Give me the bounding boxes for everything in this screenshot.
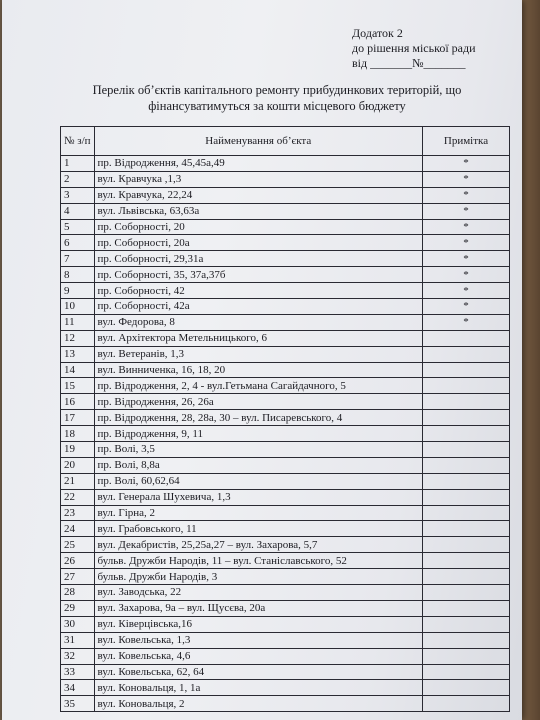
row-number: 29 xyxy=(61,600,95,616)
table-row xyxy=(61,442,510,458)
row-object-name: вул. Ветеранів, 1,3 xyxy=(94,346,422,362)
table-row xyxy=(61,553,510,569)
table-row xyxy=(61,267,510,283)
table-row xyxy=(61,251,510,267)
row-note xyxy=(423,457,510,473)
row-object-name: вул. Декабристів, 25,25а,27 – вул. Захарова, 5,7 xyxy=(94,537,422,553)
row-object-name: вул. Коновальця, 2 xyxy=(94,696,422,712)
row-object-name: пр. Соборності, 20а xyxy=(94,235,422,251)
row-object-name: пр. Відродження, 28, 28а, 30 – вул. Писаревського, 4 xyxy=(94,410,422,426)
row-object-name: вул. Заводська, 22 xyxy=(94,585,422,601)
row-note xyxy=(423,330,510,346)
row-number: 3 xyxy=(61,187,95,203)
row-note xyxy=(423,473,510,489)
row-number: 26 xyxy=(61,553,95,569)
row-object-name: пр. Соборності, 29,31а xyxy=(94,251,422,267)
row-note: * xyxy=(423,283,510,299)
row-number: 6 xyxy=(61,235,95,251)
table-row xyxy=(61,187,510,203)
row-number: 18 xyxy=(61,426,95,442)
row-note: * xyxy=(423,203,510,219)
row-number: 2 xyxy=(61,171,95,187)
row-object-name: вул. Винниченка, 16, 18, 20 xyxy=(94,362,422,378)
row-object-name: вул. Ковельська, 4,6 xyxy=(94,648,422,664)
row-number: 13 xyxy=(61,346,95,362)
row-number: 14 xyxy=(61,362,95,378)
row-note xyxy=(423,378,510,394)
row-object-name: бульв. Дружби Народів, 11 – вул. Станіславського, 52 xyxy=(94,553,422,569)
table-row xyxy=(61,600,510,616)
row-number: 23 xyxy=(61,505,95,521)
row-object-name: вул. Грабовського, 11 xyxy=(94,521,422,537)
table-row xyxy=(61,283,510,299)
row-note: * xyxy=(423,219,510,235)
appendix-date-number: від _______№_______ xyxy=(352,56,466,70)
row-object-name: пр. Волі, 8,8а xyxy=(94,457,422,473)
row-note xyxy=(423,410,510,426)
row-note xyxy=(423,505,510,521)
row-number: 33 xyxy=(61,664,95,680)
table-row xyxy=(61,537,510,553)
row-note xyxy=(423,569,510,585)
row-note xyxy=(423,648,510,664)
appendix-header xyxy=(352,26,476,71)
row-object-name: пр. Соборності, 35, 37а,37б xyxy=(94,267,422,283)
row-note xyxy=(423,600,510,616)
row-note: * xyxy=(423,171,510,187)
row-note xyxy=(423,537,510,553)
table-row xyxy=(61,362,510,378)
row-note xyxy=(423,696,510,712)
row-number: 35 xyxy=(61,696,95,712)
table-row xyxy=(61,569,510,585)
row-note xyxy=(423,426,510,442)
row-number: 32 xyxy=(61,648,95,664)
title-line-1: Перелік об’єктів капітального ремонту прибудинкових територій, що xyxy=(92,83,462,97)
table-header-row xyxy=(61,127,510,156)
row-note: * xyxy=(423,314,510,330)
row-note: * xyxy=(423,187,510,203)
row-object-name: вул. Ківерцівська,16 xyxy=(94,616,422,632)
table-row xyxy=(61,203,510,219)
table-row xyxy=(61,680,510,696)
row-note: * xyxy=(423,299,510,315)
row-object-name: вул. Ковельська, 1,3 xyxy=(94,632,422,648)
row-object-name: пр. Відродження, 2, 4 - вул.Гетьмана Сагайдачного, 5 xyxy=(94,378,422,394)
row-object-name: пр. Відродження, 9, 11 xyxy=(94,426,422,442)
row-note xyxy=(423,664,510,680)
row-number: 27 xyxy=(61,569,95,585)
row-object-name: бульв. Дружби Народів, 3 xyxy=(94,569,422,585)
row-object-name: вул. Кравчука, 22,24 xyxy=(94,187,422,203)
table-row xyxy=(61,664,510,680)
table-row xyxy=(61,299,510,315)
row-object-name: пр. Волі, 60,62,64 xyxy=(94,473,422,489)
table-row xyxy=(61,346,510,362)
appendix-label: Додаток 2 xyxy=(352,26,403,40)
row-number: 1 xyxy=(61,156,95,172)
table-row xyxy=(61,171,510,187)
row-object-name: пр. Соборності, 42 xyxy=(94,283,422,299)
row-number: 8 xyxy=(61,267,95,283)
row-note xyxy=(423,394,510,410)
row-note: * xyxy=(423,251,510,267)
row-note xyxy=(423,362,510,378)
row-object-name: вул. Львівська, 63,63а xyxy=(94,203,422,219)
row-object-name: вул. Коновальця, 1, 1а xyxy=(94,680,422,696)
row-number: 11 xyxy=(61,314,95,330)
row-number: 5 xyxy=(61,219,95,235)
table-row xyxy=(61,632,510,648)
header-num: № з/п xyxy=(61,127,95,156)
row-object-name: вул. Гірна, 2 xyxy=(94,505,422,521)
table-row xyxy=(61,156,510,172)
table-row xyxy=(61,314,510,330)
row-object-name: вул. Генерала Шухевича, 1,3 xyxy=(94,489,422,505)
row-object-name: вул. Федорова, 8 xyxy=(94,314,422,330)
row-note xyxy=(423,616,510,632)
row-number: 15 xyxy=(61,378,95,394)
row-object-name: вул. Архітектора Метельницького, 6 xyxy=(94,330,422,346)
table-row xyxy=(61,426,510,442)
row-number: 16 xyxy=(61,394,95,410)
table-row xyxy=(61,235,510,251)
row-note xyxy=(423,346,510,362)
row-object-name: вул. Захарова, 9а – вул. Щусєва, 20а xyxy=(94,600,422,616)
row-note xyxy=(423,489,510,505)
row-object-name: пр. Відродження, 45,45а,49 xyxy=(94,156,422,172)
table-row xyxy=(61,330,510,346)
row-number: 20 xyxy=(61,457,95,473)
table-body xyxy=(61,156,510,712)
table-row xyxy=(61,219,510,235)
row-note: * xyxy=(423,235,510,251)
row-note xyxy=(423,632,510,648)
row-object-name: пр. Відродження, 26, 26а xyxy=(94,394,422,410)
table-row xyxy=(61,378,510,394)
row-number: 19 xyxy=(61,442,95,458)
row-note xyxy=(423,553,510,569)
row-number: 22 xyxy=(61,489,95,505)
table-row xyxy=(61,473,510,489)
table-row xyxy=(61,521,510,537)
row-number: 31 xyxy=(61,632,95,648)
row-number: 30 xyxy=(61,616,95,632)
row-note: * xyxy=(423,156,510,172)
row-number: 34 xyxy=(61,680,95,696)
row-number: 28 xyxy=(61,585,95,601)
row-object-name: вул. Кравчука ,1,3 xyxy=(94,171,422,187)
table-row xyxy=(61,394,510,410)
row-number: 4 xyxy=(61,203,95,219)
row-number: 24 xyxy=(61,521,95,537)
row-number: 10 xyxy=(61,299,95,315)
header-name: Найменування об’єкта xyxy=(94,127,422,156)
table-row xyxy=(61,505,510,521)
table-row xyxy=(61,696,510,712)
row-note xyxy=(423,680,510,696)
row-number: 17 xyxy=(61,410,95,426)
table-row xyxy=(61,585,510,601)
row-number: 21 xyxy=(61,473,95,489)
row-object-name: пр. Соборності, 42а xyxy=(94,299,422,315)
table-row xyxy=(61,489,510,505)
row-note xyxy=(423,521,510,537)
document-title xyxy=(62,82,492,114)
row-number: 25 xyxy=(61,537,95,553)
header-note: Примітка xyxy=(423,127,510,156)
row-object-name: пр. Волі, 3,5 xyxy=(94,442,422,458)
row-number: 9 xyxy=(61,283,95,299)
row-number: 7 xyxy=(61,251,95,267)
row-object-name: пр. Соборності, 20 xyxy=(94,219,422,235)
row-note: * xyxy=(423,267,510,283)
row-object-name: вул. Ковельська, 62, 64 xyxy=(94,664,422,680)
row-note xyxy=(423,585,510,601)
objects-table xyxy=(60,126,510,712)
row-number: 12 xyxy=(61,330,95,346)
table-row xyxy=(61,457,510,473)
appendix-decision: до рішення міської ради xyxy=(352,41,476,55)
row-note xyxy=(423,442,510,458)
title-line-2: фінансуватимуться за кошти місцевого бюджету xyxy=(148,99,406,113)
document-page xyxy=(2,0,522,720)
table-row xyxy=(61,616,510,632)
table-row xyxy=(61,648,510,664)
table-row xyxy=(61,410,510,426)
